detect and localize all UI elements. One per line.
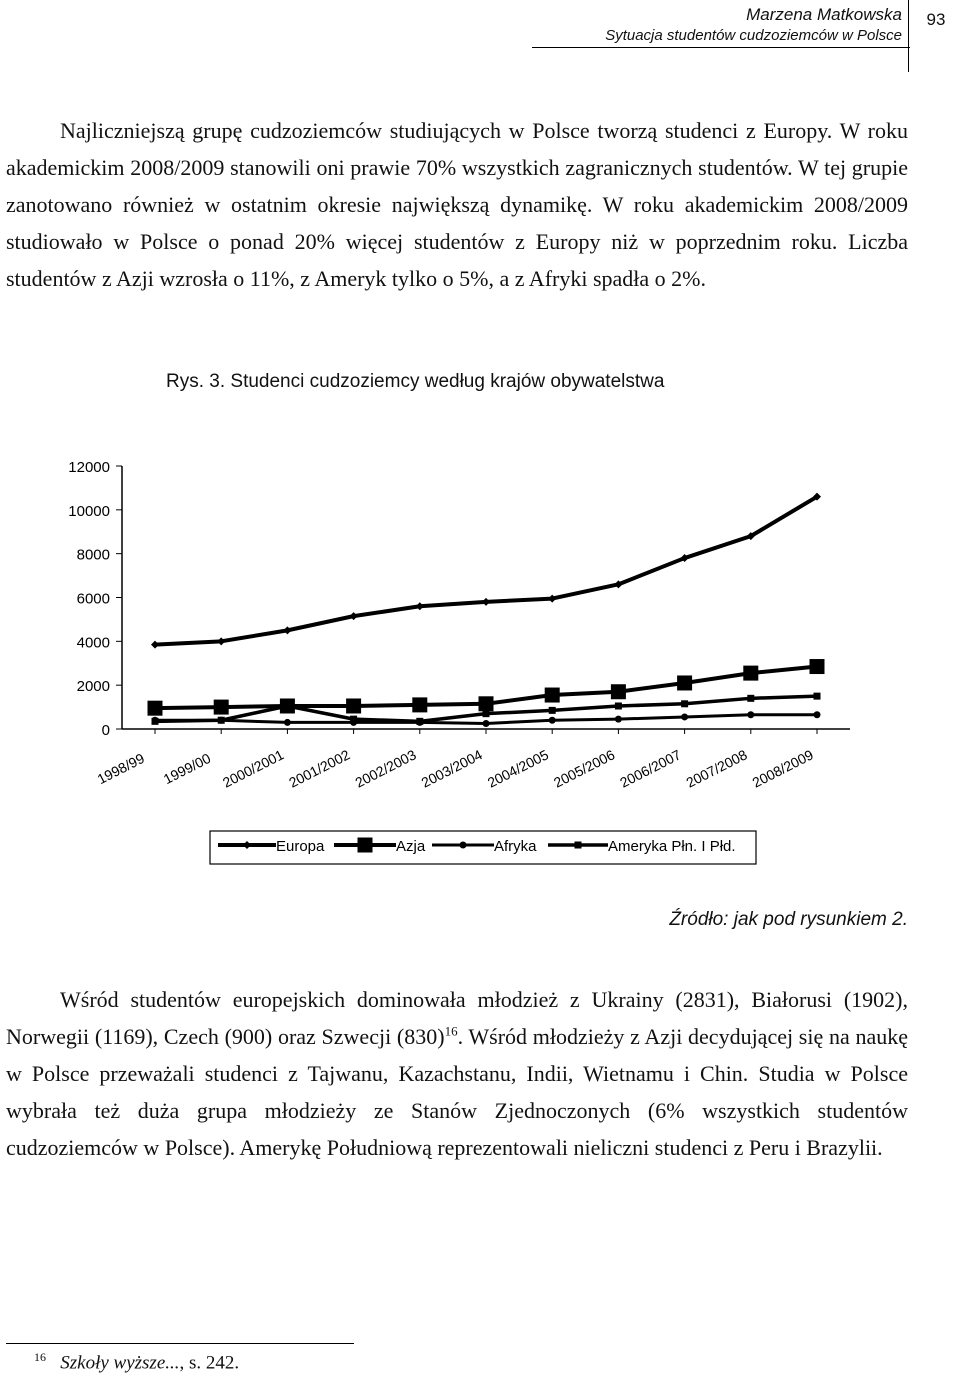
legend-label: Ameryka Płn. I Płd.: [608, 838, 736, 855]
data-point: [218, 717, 225, 724]
data-point: [810, 659, 825, 674]
data-point: [747, 711, 754, 718]
data-point: [548, 595, 556, 603]
legend-label: Azja: [396, 838, 426, 855]
footnote-reference[interactable]: 16: [444, 1023, 458, 1039]
data-point: [483, 710, 490, 717]
data-point: [814, 693, 821, 700]
x-tick-label: 2006/2007: [617, 746, 684, 791]
y-tick-label: 0: [101, 722, 110, 739]
series-1: [148, 659, 825, 716]
data-point: [416, 718, 423, 725]
y-tick-label: 2000: [76, 678, 110, 696]
author-name: Marzena Matkowska: [746, 5, 902, 24]
data-point: [479, 696, 494, 711]
data-point: [615, 716, 622, 723]
footnote-number: 16: [34, 1350, 46, 1364]
data-point: [482, 598, 490, 606]
paragraph-2: [6, 981, 908, 1166]
data-point: [416, 602, 424, 610]
x-tick-label: 2002/2003: [352, 746, 419, 791]
x-axis: [95, 729, 850, 791]
data-point: [412, 697, 427, 712]
y-axis: [68, 459, 122, 739]
chart-legend: [210, 831, 756, 864]
line-chart: [0, 440, 960, 870]
paragraph-2-text-b: . Wśród młodzieży z Azji decydującej się na naukę w Polsce przeważali studenci z Tajwanu, Kazachstanu, Indii, Wietnamu i Chin. Studia w Polsce wybrała też duża grupa młodzieży ze Stanów Zjednoczonych (6% wszystkich studentów cudzoziemców w Polsce). Amerykę Południową reprezentowali nieliczni studenci z Peru i Brazylii.: [6, 1024, 909, 1160]
data-point: [814, 711, 821, 718]
footnote-source-title: Szkoły wyższe...: [60, 1352, 180, 1374]
data-point: [148, 701, 163, 716]
data-point: [346, 698, 361, 713]
y-tick-label: 12000: [68, 459, 110, 476]
data-point: [549, 707, 556, 714]
data-point: [549, 717, 556, 724]
x-tick-label: 2007/2008: [683, 746, 750, 791]
x-tick-label: 2005/2006: [551, 746, 618, 791]
chart-series: [148, 493, 825, 727]
data-point: [283, 626, 291, 634]
legend-swatch-marker: [575, 842, 582, 849]
data-point: [284, 702, 291, 709]
footnote: [34, 1350, 239, 1374]
y-tick-label: 8000: [76, 546, 110, 564]
paragraph-1-text: Najliczniejszą grupę cudzoziemców studiujących w Polsce tworzą studenci z Europy. W roku akademickim 2008/2009 stanowili oni prawie 70% wszystkich zagranicznych studentów. W tej grupie zanotowano również w ostatnim okresie największą dynamikę. W roku akademickim 2008/2009 studiowało w Polsce o ponad 20% więcej studentów z Europy niż w poprzednim roku. Liczba studentów z Azji wzrosła o 11%, z Ameryk tylko o 5%, a z Afryki spadła o 2%.: [6, 118, 908, 291]
x-tick-label: 1998/99: [94, 749, 147, 788]
figure-caption: Rys. 3. Studenci cudzoziemcy według krajów obywatelstwa: [166, 371, 665, 392]
series-line: [155, 497, 817, 645]
series-0: [151, 493, 821, 649]
paragraph-2-text-a: Wśród studentów europejskich dominowała młodzież z Ukrainy (2831), Białorusi (1902), Norwegii (1169), Czech (900) oraz Szwecji (830): [6, 987, 908, 1049]
legend-swatch-marker: [358, 838, 373, 853]
data-point: [483, 720, 490, 727]
data-point: [743, 666, 758, 681]
data-point: [214, 700, 229, 715]
data-point: [545, 688, 560, 703]
data-point: [681, 713, 688, 720]
y-tick-label: 6000: [76, 590, 110, 608]
legend-swatch-marker: [460, 842, 467, 849]
data-point: [681, 700, 688, 707]
x-tick-label: 2004/2005: [484, 746, 552, 791]
x-tick-label: 2000/2001: [220, 746, 287, 791]
data-point: [615, 702, 622, 709]
page-number: 93: [926, 10, 946, 29]
data-point: [284, 719, 291, 726]
x-tick-label: 2008/2009: [749, 746, 816, 791]
paper-title: Sytuacja studentów cudzoziemców w Polsce: [605, 27, 902, 44]
legend-label: Europa: [276, 838, 325, 855]
paragraph-1: [6, 112, 908, 297]
data-point: [350, 612, 358, 620]
header-rule: [532, 47, 910, 48]
footnote-rule: [6, 1343, 354, 1344]
data-point: [151, 641, 159, 649]
legend-label: Afryka: [494, 838, 537, 855]
data-point: [350, 716, 357, 723]
y-tick-label: 4000: [76, 634, 110, 652]
x-tick-label: 2003/2004: [418, 746, 485, 791]
header-divider: [908, 0, 909, 72]
x-tick-label: 2001/2002: [286, 746, 353, 791]
y-tick-label: 10000: [68, 502, 110, 520]
footnote-source-rest: , s. 242.: [179, 1352, 240, 1374]
data-point: [677, 675, 692, 690]
data-point: [152, 718, 159, 725]
data-point: [747, 695, 754, 702]
x-tick-label: 1999/00: [160, 749, 214, 788]
data-point: [217, 637, 225, 645]
data-point: [611, 684, 626, 699]
source-note: Źródło: jak pod rysunkiem 2.: [669, 909, 908, 930]
running-head: [0, 0, 960, 72]
